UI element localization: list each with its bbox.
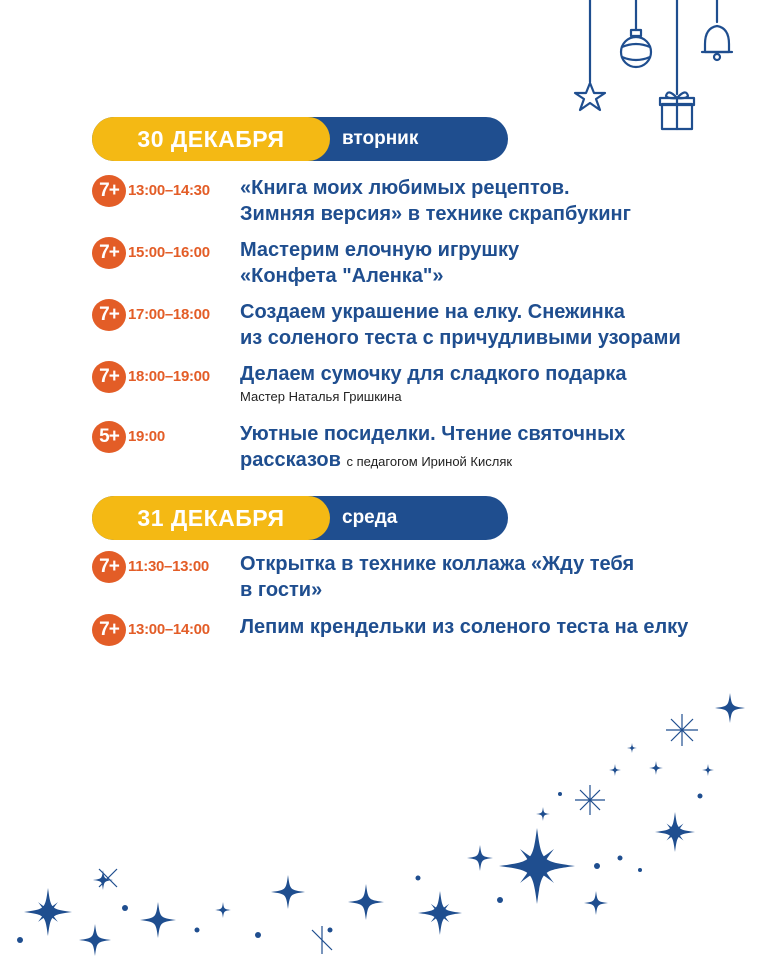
event-time: 17:00–18:00 [128, 306, 210, 323]
age-badge: 7+ [92, 175, 126, 207]
event-title-line: Уютные посиделки. Чтение святочных [240, 423, 626, 445]
age-badge: 7+ [92, 237, 126, 269]
ball-ornament-icon [621, 37, 651, 67]
age-badge: 7+ [92, 614, 126, 646]
event-time: 15:00–16:00 [128, 244, 210, 261]
age-badge: 7+ [92, 551, 126, 583]
event-host: Мастер Наталья Гришкина [240, 389, 402, 404]
event-title-line: Зимняя версия» в технике скрапбукинг [240, 203, 631, 225]
date-label: 30 ДЕКАБРЯ [92, 117, 330, 161]
event-title-line: Делаем сумочку для сладкого подарка [240, 363, 627, 385]
event-title-line: в гости» [240, 579, 323, 601]
event-title [240, 551, 740, 603]
event-title [240, 237, 740, 289]
event-time: 19:00 [128, 428, 165, 445]
event-title-line: Мастерим елочную игрушку [240, 239, 520, 261]
weekday-label: среда [342, 507, 398, 528]
event-title-line: Лепим крендельки из соленого теста на елку [240, 616, 689, 638]
event-title-line: Создаем украшение на елку. Снежинка [240, 301, 625, 323]
event-title-line: рассказов [240, 449, 341, 471]
event-title-line: «Книга моих любимых рецептов. [240, 177, 570, 199]
day-header-30-dec [92, 117, 508, 161]
event-title-line: Открытка в технике коллажа «Жду тебя [240, 553, 635, 575]
event-title [240, 299, 740, 351]
age-badge: 7+ [92, 299, 126, 331]
event-time: 13:00–14:00 [128, 621, 210, 638]
weekday-label: вторник [342, 128, 419, 149]
event-title [240, 175, 740, 227]
event-title-line: «Конфета "Аленка"» [240, 265, 444, 287]
event-title [240, 614, 740, 640]
event-title [240, 361, 740, 406]
event-time: 13:00–14:30 [128, 182, 210, 199]
bell-ornament-icon [702, 26, 732, 60]
date-label: 31 ДЕКАБРЯ [92, 496, 330, 540]
gift-ornament-icon [660, 92, 694, 129]
star-ornament-icon [575, 83, 605, 110]
event-title-line: из соленого теста с причудливыми узорами [240, 327, 681, 349]
event-host: с педагогом Ириной Кисляк [346, 454, 513, 469]
event-time: 18:00–19:00 [128, 368, 210, 385]
age-badge: 5+ [92, 421, 126, 453]
day-header-31-dec [92, 496, 508, 540]
event-time: 11:30–13:00 [128, 558, 209, 575]
event-title [240, 421, 740, 475]
age-badge: 7+ [92, 361, 126, 393]
